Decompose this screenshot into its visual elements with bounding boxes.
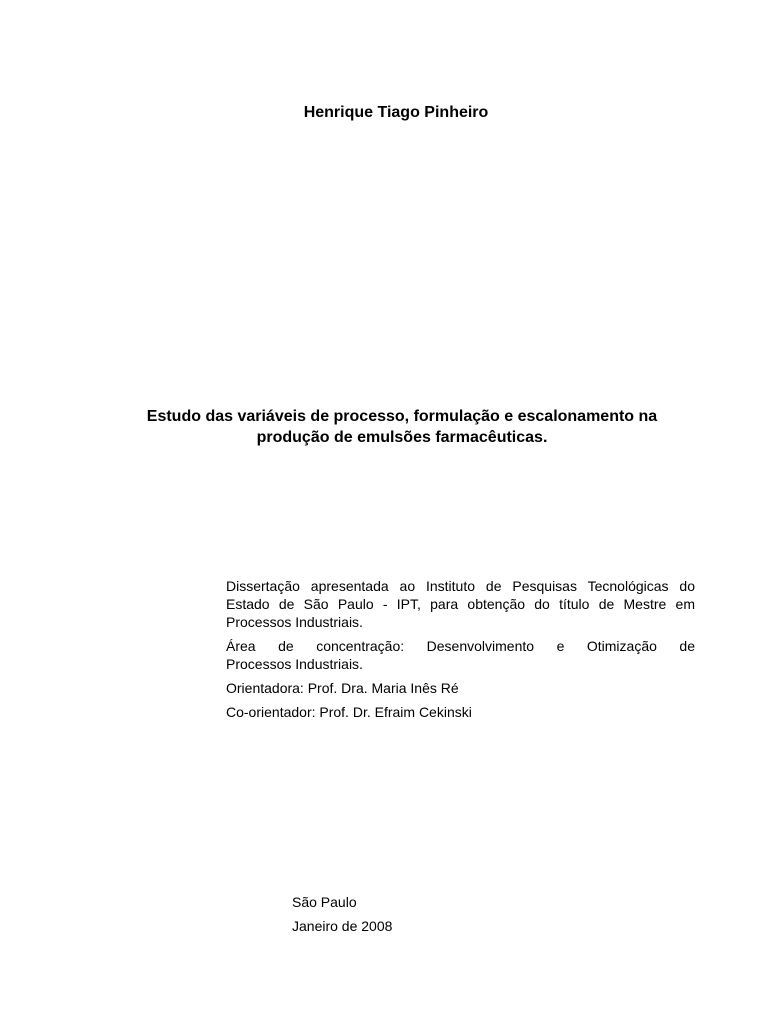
thesis-title-line-2: produção de emulsões farmacêuticas. <box>256 429 548 446</box>
dissertation-line-1: Dissertação apresentada ao Instituto de Pesquisas Tecnológicas do <box>226 578 695 594</box>
author-name: Henrique Tiago Pinheiro <box>303 104 489 121</box>
date: Janeiro de 2008 <box>292 918 393 934</box>
thesis-title-line-1: Estudo das variáveis de processo, formulação e escalonamento na <box>146 408 658 425</box>
dissertation-info <box>226 577 695 727</box>
place-and-date <box>292 893 392 941</box>
concentration-area-line-2: Processos Industriais. <box>226 656 363 672</box>
city: São Paulo <box>292 894 357 910</box>
advisor <box>226 679 695 697</box>
dissertation-statement <box>226 577 695 631</box>
concentration-area <box>226 637 695 673</box>
concentration-area-line-1: Área de concentração: Desenvolvimento e Otimização de <box>226 638 695 654</box>
co-advisor-text: Co-orientador: Prof. Dr. Efraim Cekinski <box>226 704 472 720</box>
dissertation-line-3: Processos Industriais. <box>226 614 363 630</box>
thesis-title <box>100 406 704 448</box>
advisor-text: Orientadora: Prof. Dra. Maria Inês Ré <box>226 680 459 696</box>
co-advisor <box>226 703 695 721</box>
dissertation-line-2: Estado de São Paulo - IPT, para obtenção do título de Mestre em <box>226 596 695 612</box>
